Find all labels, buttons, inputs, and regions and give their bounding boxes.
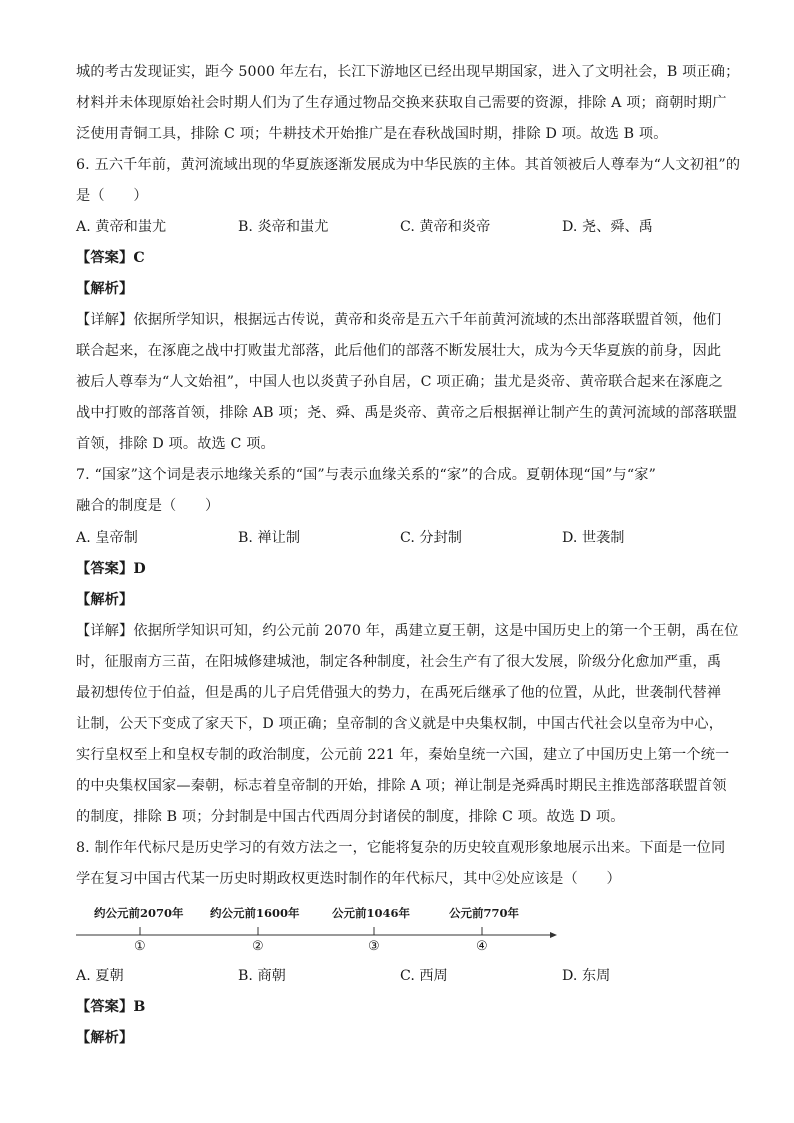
timeline-label-3: 公元前1046年 <box>332 906 411 920</box>
q7-answer: 【答案】D <box>76 561 146 577</box>
timeline-mark-4: ④ <box>476 939 488 954</box>
timeline-mark-2: ② <box>252 939 264 954</box>
q8-analysis-heading: 【解析】 <box>76 1030 134 1046</box>
q7-analysis-heading: 【解析】 <box>76 592 134 608</box>
text-line: 材料并未体现原始社会时期人们为了生存通过物品交换来获取自己需要的资源，排除 A 项；商朝时期广 <box>76 95 727 111</box>
q7-detail: 实行皇权至上和皇权专制的政治制度，公元前 221 年，秦始皇统一六国，建立了中国历史上第一个统一 <box>76 747 730 763</box>
timeline-label-4: 公元前770年 <box>449 906 520 920</box>
q8-option-b: B. 商朝 <box>238 968 286 984</box>
q6-stem: 是（ ） <box>76 188 148 204</box>
q6-option-b: B. 炎帝和蚩尤 <box>238 219 329 235</box>
q6-analysis-heading: 【解析】 <box>76 281 134 297</box>
q6-detail: 联合起来，在涿鹿之战中打败蚩尤部落，此后他们的部落不断发展壮大，成为今天华夏族的前身，因此 <box>76 343 722 359</box>
q7-detail: 的中央集权国家—秦朝，标志着皇帝制的开始，排除 A 项；禅让制是尧舜禹时期民主推选部落联盟首领 <box>76 778 727 794</box>
q8-stem: 学在复习中国古代某一历史时期政权更迭时制作的年代标尺，其中②处应该是（ ） <box>76 871 621 887</box>
text-line: 城的考古发现证实，距今 5000 年左右，长江下游地区已经出现早期国家，进入了文明社会，B 项正确； <box>76 64 740 80</box>
timeline-label-1: 约公元前2070年 <box>94 906 184 920</box>
q7-detail: 【详解】依据所学知识可知，约公元前 2070 年，禹建立夏王朝，这是中国历史上的第一个王朝，禹在位 <box>76 623 739 639</box>
q6-detail: 被后人尊奉为“人文始祖”，中国人也以炎黄子孙自居，C 项正确；蚩尤是炎帝、黄帝联合起来在涿鹿之 <box>76 374 723 390</box>
timeline-label-2: 约公元前1600年 <box>210 906 300 920</box>
q7-detail: 时，征服南方三苗，在阳城修建城池，制定各种制度，社会生产有了很大发展，阶级分化愈加严重，禹 <box>76 654 722 670</box>
q6-option-d: D. 尧、舜、禹 <box>562 219 653 235</box>
q8-option-c: C. 西周 <box>400 968 448 984</box>
q7-detail: 最初想传位于伯益，但是禹的儿子启凭借强大的势力，在禹死后继承了他的位置，从此，世袭制代替禅 <box>76 685 722 701</box>
q7-option-c: C. 分封制 <box>400 530 462 546</box>
timeline-axis <box>74 924 558 940</box>
q8-stem: 8. 制作年代标尺是历史学习的有效方法之一，它能将复杂的历史较直观形象地展示出来。下面是一位同 <box>76 840 726 856</box>
timeline-mark-3: ③ <box>368 939 380 954</box>
q6-detail: 战中打败的部落首领，排除 AB 项；尧、舜、禹是炎帝、黄帝之后根据禅让制产生的黄河流域的部落联盟 <box>76 405 738 421</box>
q6-option-a: A. 黄帝和蚩尤 <box>76 219 167 235</box>
q7-stem: 融合的制度是（ ） <box>76 498 220 514</box>
q8-option-d: D. 东周 <box>562 968 611 984</box>
timeline-mark-1: ① <box>134 939 146 954</box>
text-line: 泛使用青铜工具，排除 C 项；牛耕技术开始推广是在春秋战国时期，排除 D 项。故选 B 项。 <box>76 126 668 142</box>
q6-detail: 首领，排除 D 项。故选 C 项。 <box>76 436 275 452</box>
q7-option-a: A. 皇帝制 <box>76 530 138 546</box>
q6-option-c: C. 黄帝和炎帝 <box>400 219 491 235</box>
q7-detail: 的制度，排除 B 项；分封制是中国古代西周分封诸侯的制度，排除 C 项。故选 D 项。 <box>76 809 625 825</box>
q6-answer: 【答案】C <box>76 250 145 266</box>
q7-detail: 让制，公天下变成了家天下，D 项正确；皇帝制的含义就是中央集权制，中国古代社会以皇帝为中心， <box>76 716 724 732</box>
q8-answer: 【答案】B <box>76 999 146 1015</box>
timeline-arrow-icon <box>550 932 557 938</box>
q8-option-a: A. 夏朝 <box>76 968 124 984</box>
q6-detail: 【详解】依据所学知识，根据远古传说，黄帝和炎帝是五六千年前黄河流域的杰出部落联盟首领，他们 <box>76 312 722 328</box>
q7-option-d: D. 世袭制 <box>562 530 625 546</box>
q6-stem: 6. 五六千年前，黄河流域出现的华夏族逐渐发展成为中华民族的主体。其首领被后人尊奉为“人文初祖”的 <box>76 157 741 173</box>
q7-stem: 7. “国家”这个词是表示地缘关系的“国”与表示血缘关系的“家”的合成。夏朝体现“国”与“家” <box>76 467 657 483</box>
q7-option-b: B. 禅让制 <box>238 530 301 546</box>
